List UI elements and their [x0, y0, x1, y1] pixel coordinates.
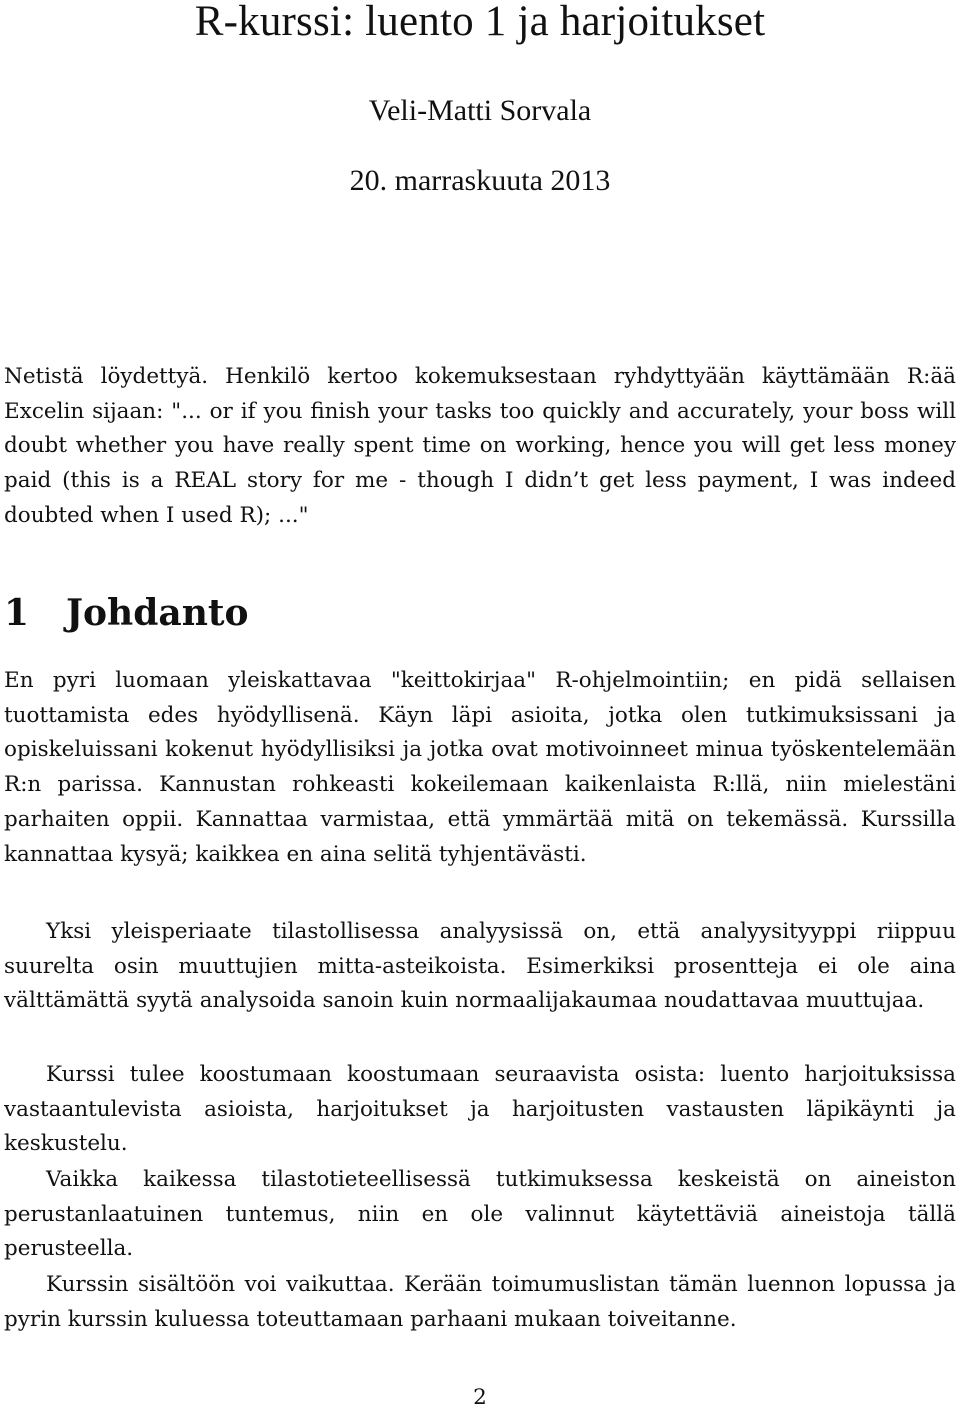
page-number: 2 — [473, 1385, 487, 1410]
document-title: R-kurssi: luento 1 ja harjoitukset — [194, 0, 766, 45]
section-title: Johdanto — [66, 592, 249, 634]
intro-paragraph: Netistä löydettyä. Henkilö kertoo kokemuksestaan ryhdyttyään käyttämään R:ää Excelin sijaan: "... or if you finish your tasks too quickly and accurately, your boss will doubt whether you have really spent time on working, hence you will get less money paid (this is a REAL story for me - though I didn’t get less payment, I was indeed doubted when I used R); ..." — [4, 364, 956, 528]
section-paragraph-2: Yksi yleisperiaate tilastollisessa analyysissä on, että analyysityyppi riippuu suurelta osin muuttujien mitta-asteikoista. Esimerkiksi prosentteja ei ole aina välttämättä syytä analysoida sanoin kuin normaalijakaumaa noudattavaa muuttujaa. — [4, 919, 956, 1014]
section-number: 1 — [4, 592, 30, 634]
section-paragraph-3: Kurssi tulee koostumaan koostumaan seuraavista osista: luento harjoituksissa vastaantulevista asioista, harjoitukset ja harjoitusten vastausten läpikäynti ja keskustelu. — [4, 1062, 956, 1157]
section-paragraph-5: Kurssin sisältöön voi vaikuttaa. Kerään toimumuslistan tämän luennon lopussa ja pyrin kurssin kuluessa toteuttamaan parhaani mukaan toiveitanne. — [4, 1272, 956, 1332]
document-date: 20. marraskuuta 2013 — [349, 164, 611, 197]
section-heading — [4, 590, 249, 636]
section-paragraph-4: Vaikka kaikessa tilastotieteellisessä tutkimuksessa keskeistä on aineiston perustanlaatuinen tuntemus, niin en ole valinnut käytettäviä aineistoja tällä perusteella. — [4, 1167, 956, 1262]
section-paragraph-1: En pyri luomaan yleiskattavaa "keittokirjaa" R-ohjelmointiin; en pidä sellaisen tuottamista edes hyödyllisenä. Käyn läpi asioita, jotka olen tutkimuksissani ja opiskeluissani kokenut hyödyllisiksi ja jotka ovat motivoinneet minua työskentelemään R:n parissa. Kannustan rohkeasti kokeilemaan kaikenlaista R:llä, niin mielestäni parhaiten oppii. Kannattaa varmistaa, että ymmärtää mitä on tekemässä. Kurssilla kannattaa kysyä; kaikkea en aina selitä tyhjentävästi. — [4, 668, 956, 867]
document-author: Veli-Matti Sorvala — [368, 94, 592, 127]
